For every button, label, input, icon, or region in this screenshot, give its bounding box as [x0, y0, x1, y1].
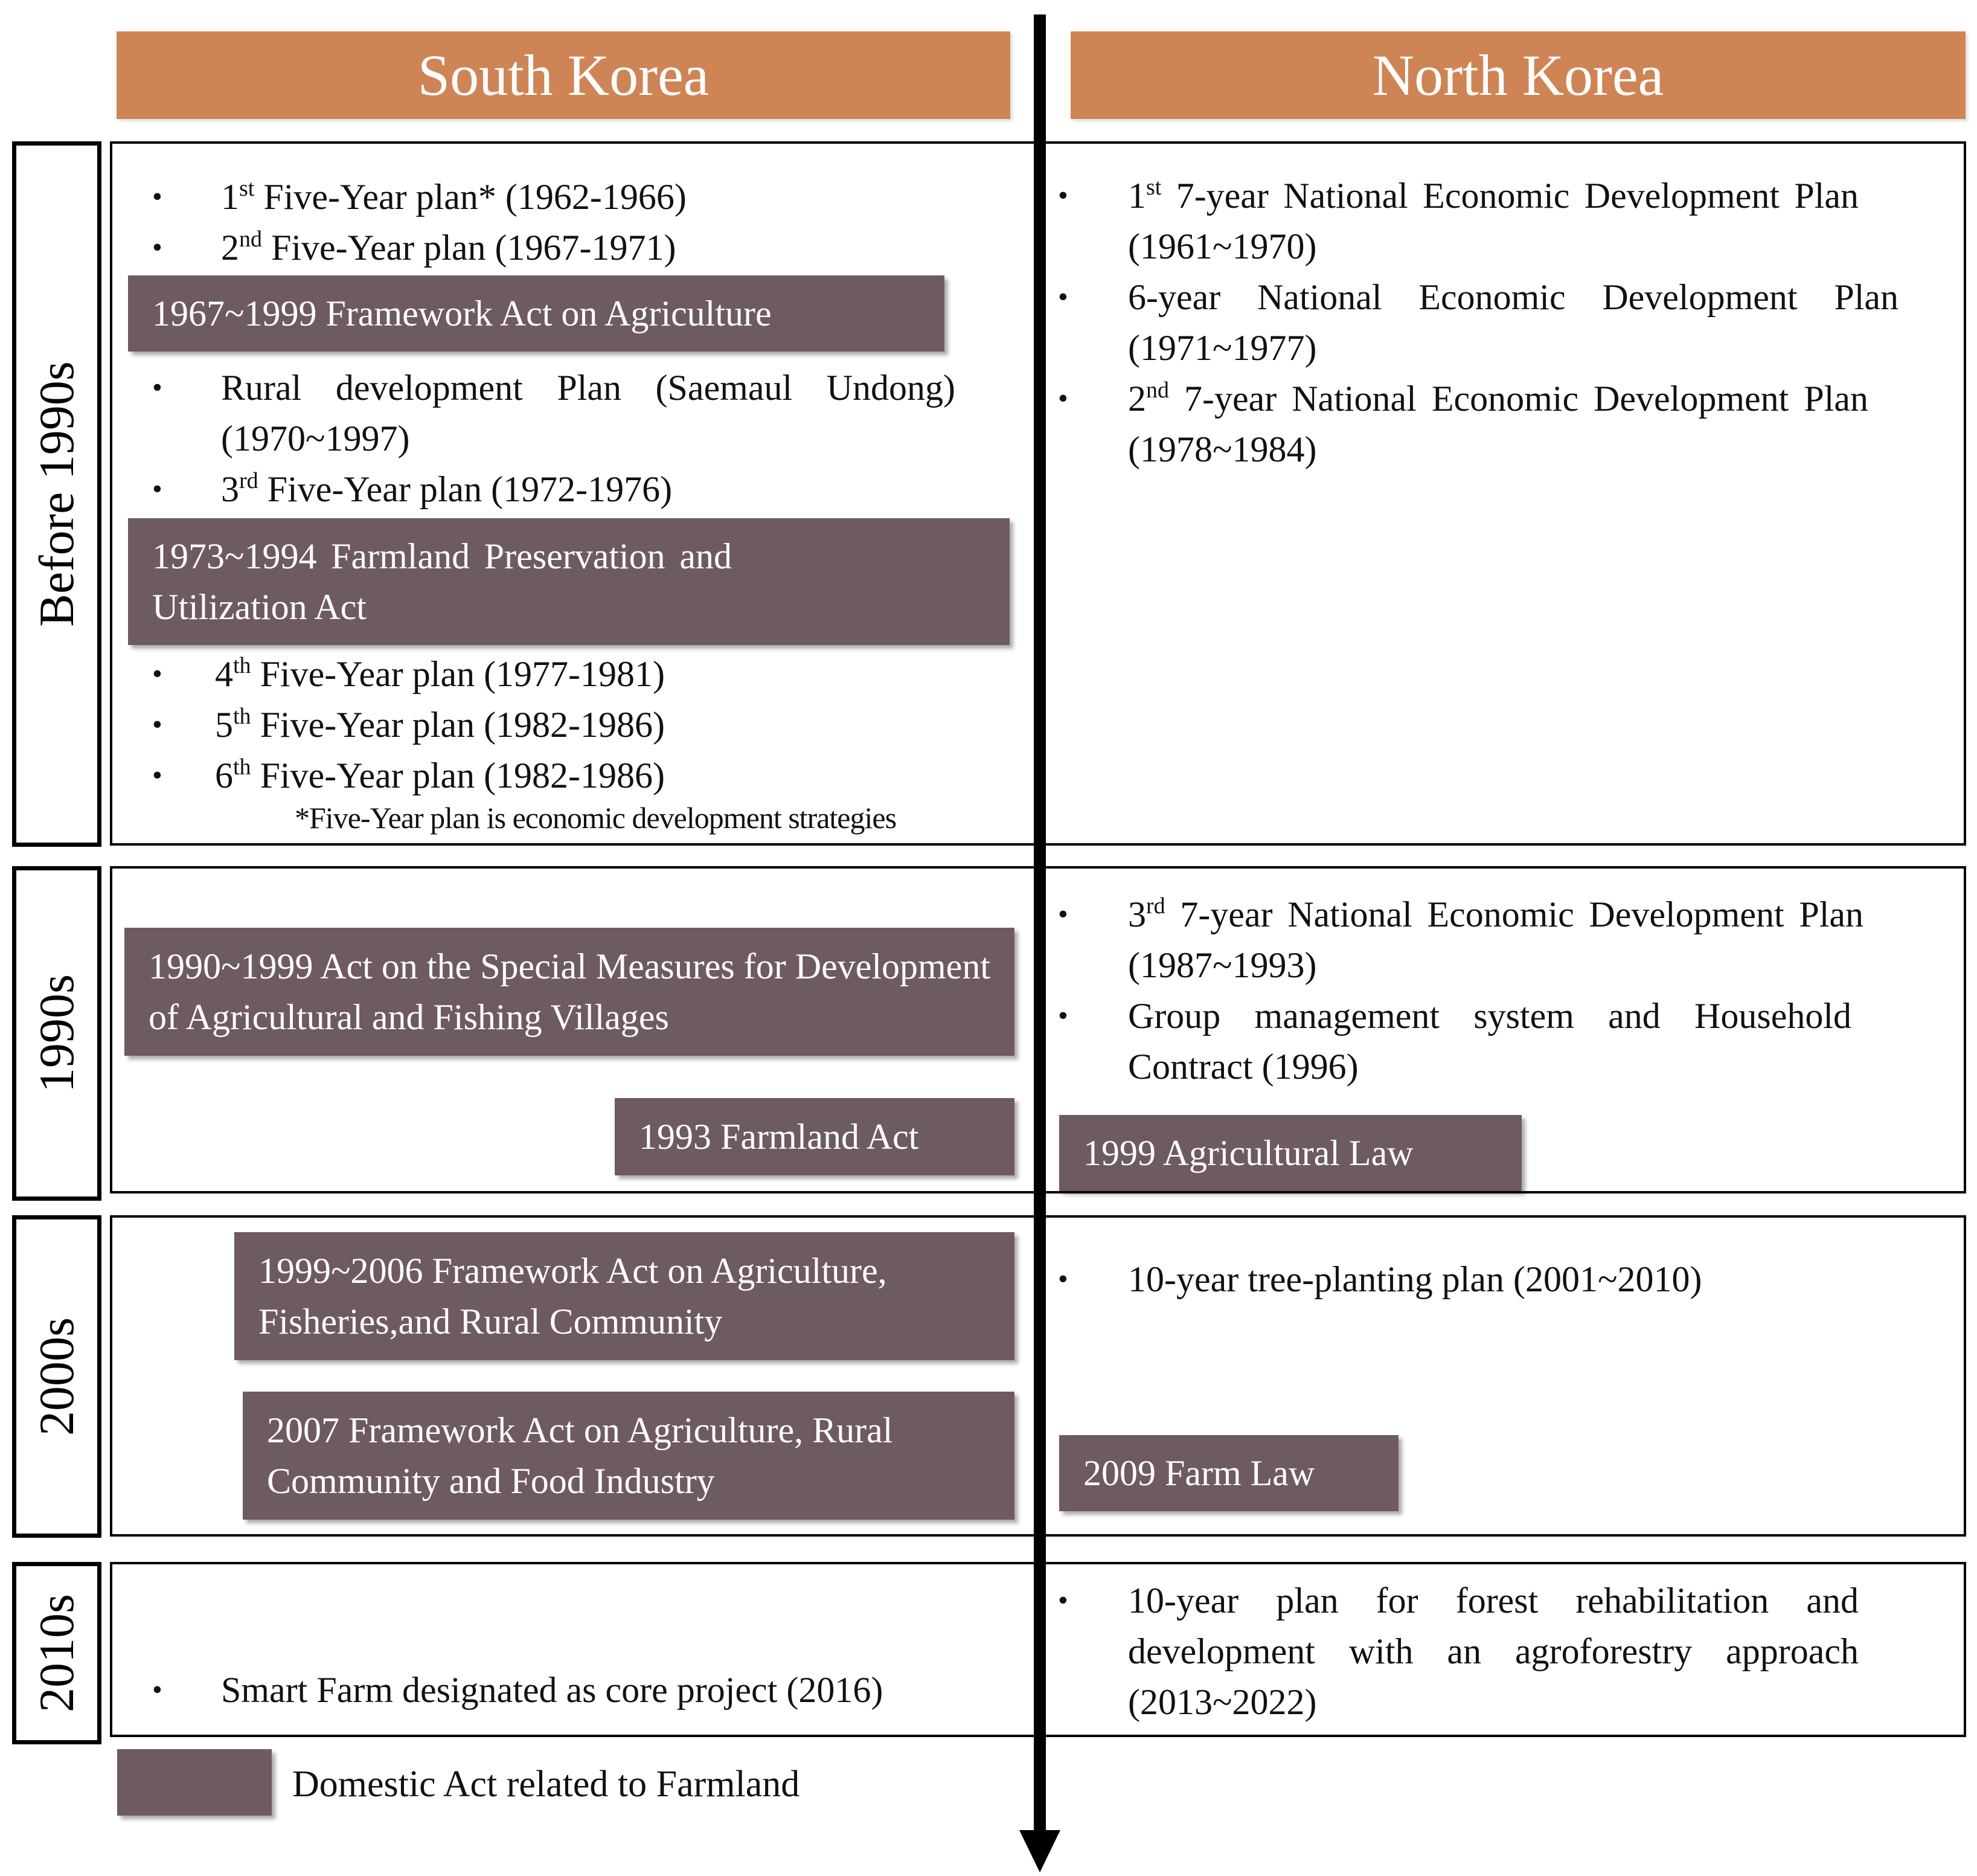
north-item-2nd-7-year-plan: 2nd 7-year National Economic Development Plan (1978~1984) [1128, 377, 1868, 469]
bullet: • [152, 231, 162, 263]
north-item-forest-rehabilitation: 10-year plan for forest rehabilitation and development with an agroforestry approach (2013~2022) [1128, 1581, 1859, 1722]
south-item-2nd-five-year-plan: 2nd Five-Year plan (1967-1971) [221, 226, 676, 268]
south-item-smart-farm: Smart Farm designated as core project (2016) [221, 1670, 883, 1710]
bullet: • [1058, 1000, 1068, 1032]
bullet: • [1058, 281, 1068, 313]
era-label-text: 2010s [29, 1594, 84, 1712]
act-box-farmland-preservation-act: 1973~1994 Farmland Preservation and Utilization Act [128, 518, 1010, 645]
bullet: • [1058, 898, 1068, 930]
north-item-6-year-plan: 6-year National Economic Development Plan (1971~1977) [1128, 277, 1898, 368]
act-box-framework-act-on-agriculture: 1967~1999 Framework Act on Agriculture [128, 275, 944, 352]
north-item-group-management: Group management system and Household Contract (1996) [1128, 996, 1851, 1087]
legend-swatch-act [117, 1749, 272, 1816]
era-label-text: 2000s [29, 1317, 84, 1436]
header-north-korea: North Korea [1071, 31, 1966, 119]
act-box-special-measures-act: 1990~1999 Act on the Special Measures for Development of Agricultural and Fishing Villages [124, 928, 1014, 1056]
era-label-1990s [12, 866, 101, 1201]
south-item-1st-five-year-plan: 1st Five-Year plan* (1962-1966) [221, 176, 687, 217]
bullet: • [152, 473, 162, 505]
act-box-agricultural-law-1999: 1999 Agricultural Law [1059, 1115, 1522, 1191]
bullet: • [152, 759, 162, 791]
north-item-3rd-7-year-plan: 3rd 7-year National Economic Development Plan (1987~1993) [1128, 893, 1863, 985]
act-box-farmland-act-1993: 1993 Farmland Act [615, 1098, 1014, 1175]
legend-label: Domestic Act related to Farmland [292, 1764, 800, 1805]
bullet: • [1058, 1584, 1068, 1616]
header-south-korea: South Korea [117, 31, 1010, 119]
bullet: • [152, 371, 162, 403]
footnote: *Five-Year plan is economic development strategies [295, 801, 897, 835]
bullet: • [152, 658, 162, 690]
era-label-before-1990s [12, 141, 101, 847]
act-box-framework-act-food-industry: 2007 Framework Act on Agriculture, Rural Community and Food Industry [243, 1392, 1014, 1520]
bullet: • [152, 708, 162, 740]
timeline-arrowhead [1019, 1830, 1060, 1872]
era-label-text: Before 1990s [29, 361, 84, 627]
act-box-farm-law-2009: 2009 Farm Law [1059, 1435, 1399, 1511]
timeline-axis [1034, 14, 1046, 1833]
south-item-rural-development-plan: Rural development Plan (Saemaul Undong) (1970~1997) [221, 368, 955, 458]
south-item-3rd-five-year-plan: 3rd Five-Year plan (1972-1976) [221, 468, 673, 509]
south-item-6th-five-year-plan: 6th Five-Year plan (1982-1986) [215, 754, 665, 795]
bullet: • [1058, 179, 1068, 211]
south-item-4th-five-year-plan: 4th Five-Year plan (1977-1981) [215, 653, 665, 694]
bullet: • [152, 181, 162, 213]
era-label-text: 1990s [29, 974, 84, 1093]
act-box-framework-act-fisheries: 1999~2006 Framework Act on Agriculture, Fisheries,and Rural Community [234, 1232, 1014, 1360]
era-label-2010s [12, 1562, 101, 1744]
bullet: • [152, 1674, 162, 1706]
north-item-1st-7-year-plan: 1st 7-year National Economic Development Plan (1961~1970) [1128, 175, 1859, 266]
era-label-2000s [12, 1215, 101, 1538]
bullet: • [1058, 1263, 1068, 1295]
north-item-tree-planting: 10-year tree-planting plan (2001~2010) [1128, 1259, 1702, 1299]
south-item-5th-five-year-plan: 5th Five-Year plan (1982-1986) [215, 704, 665, 745]
bullet: • [1058, 382, 1068, 414]
